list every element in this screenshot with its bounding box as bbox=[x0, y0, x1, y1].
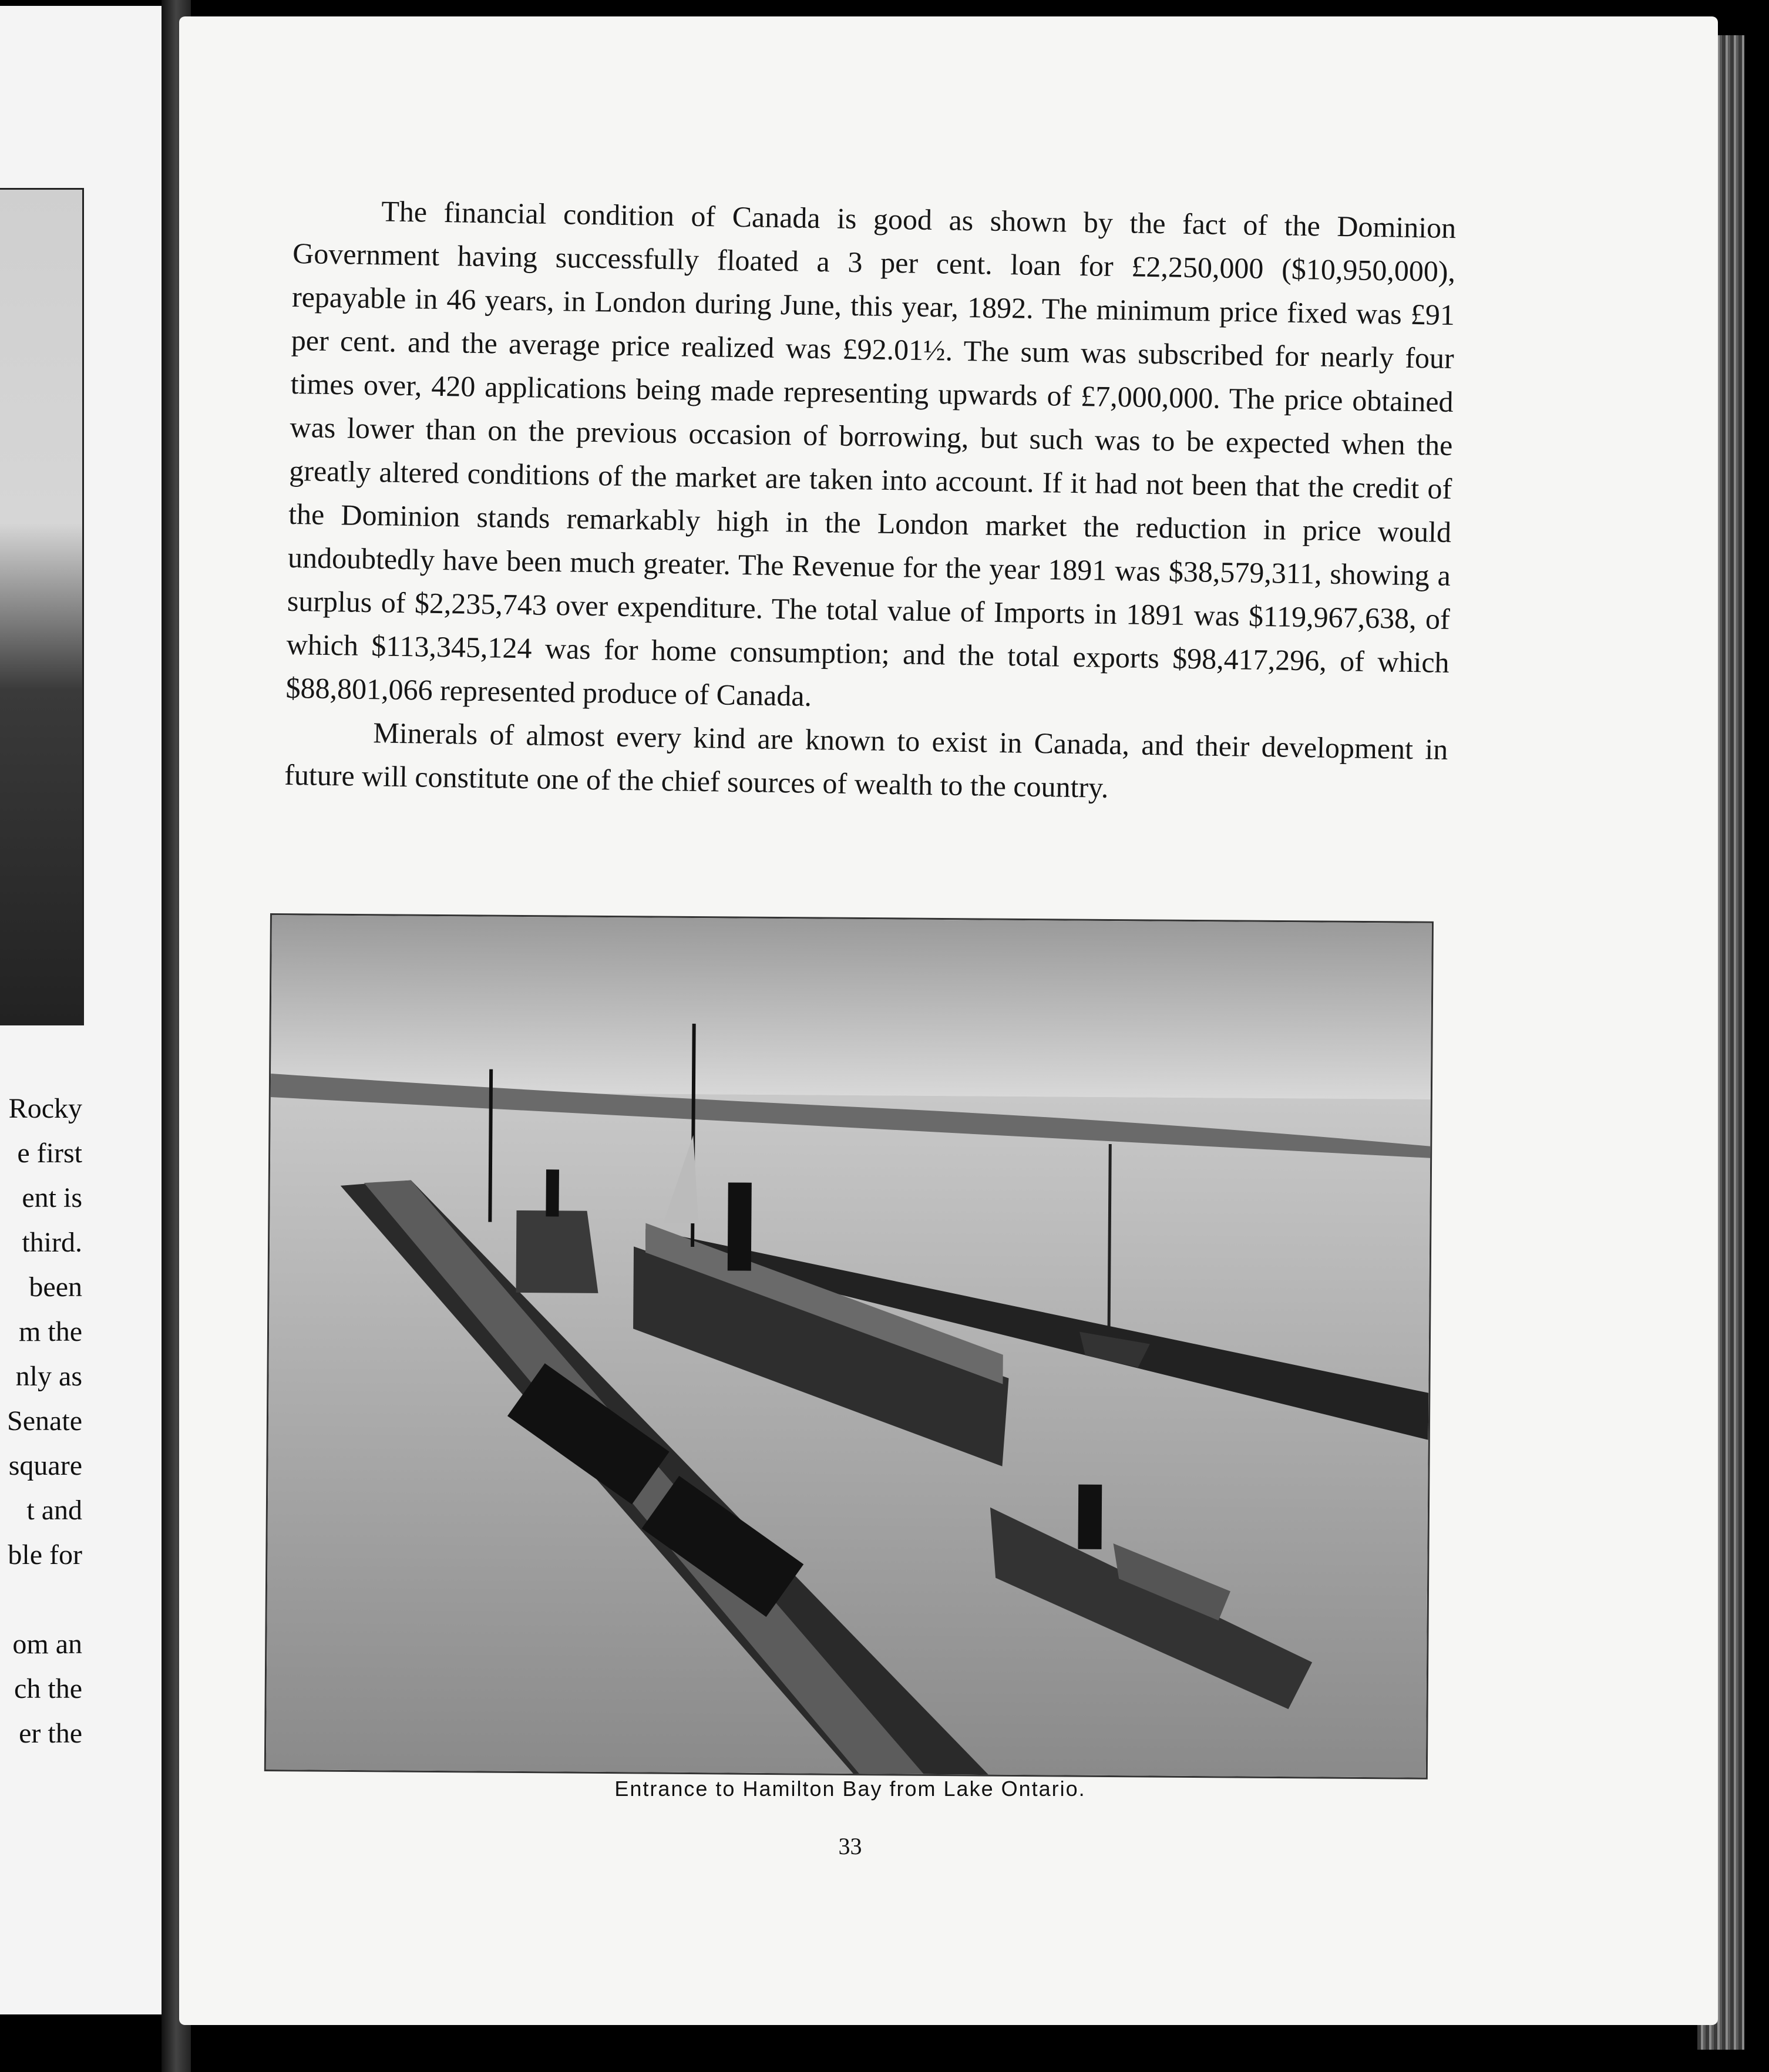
facing-page-text bbox=[0, 1087, 82, 1756]
facing-line bbox=[0, 1577, 82, 1622]
facing-line: Senate bbox=[7, 1405, 82, 1437]
facing-line: square bbox=[8, 1450, 82, 1481]
facing-line: been bbox=[29, 1272, 82, 1303]
facing-line: e first bbox=[17, 1138, 82, 1169]
facing-page bbox=[0, 6, 164, 2014]
page-number: 33 bbox=[838, 1833, 862, 1859]
facing-line: ch the bbox=[14, 1673, 82, 1704]
body-text bbox=[284, 188, 1457, 815]
paragraph-finance: The financial condition of Canada is good as shown by the fact of the Dominion Government having successfully floated a 3 per cent. loan for £2,250,000 ($10,950,000), repayable in 46 years, in London during June, this year, 1892. The minimum price fixed was £91 per cent. and the average price realized was £92.01½. The sum was subscribed for nearly four times over, 420 applications being made representing upwards of £7,000,000. The price obtained was lower than on the previous occasion of borrowing, but such was to be expected when the greatly altered conditions of the market are taken into account. If it had not been that the credit of the Dominion stands remarkably high in the London market the reduction in price would undoubtedly have been much greater. The Revenue for the year 1891 was $38,579,311, showing a surplus of $2,235,743 over expenditure. The total value of Imports in 1891 was $119,967,638, of which $113,345,124 was for home consumption; and the total exports $98,417,296, of which $88,801,066 represented produce of Canada. bbox=[285, 194, 1457, 712]
facing-page-photo bbox=[0, 188, 84, 1025]
facing-line: Rocky bbox=[8, 1093, 82, 1124]
facing-line: t and bbox=[26, 1495, 82, 1526]
facing-line: nly as bbox=[15, 1361, 82, 1392]
facing-line: ble for bbox=[8, 1539, 82, 1570]
harbour-photo-illustration bbox=[266, 915, 1432, 1778]
facing-line: ent is bbox=[22, 1182, 82, 1213]
facing-line: om an bbox=[12, 1629, 82, 1660]
facing-line: er the bbox=[19, 1718, 82, 1749]
facing-line: m the bbox=[19, 1316, 82, 1347]
facing-line: third. bbox=[22, 1227, 82, 1258]
figure-caption: Entrance to Hamilton Bay from Lake Ontario. bbox=[614, 1777, 1086, 1801]
harbour-photo bbox=[264, 913, 1434, 1780]
paragraph-minerals: Minerals of almost every kind are known to exist in Canada, and their development in future will constitute one of the chief sources of wealth to the country. bbox=[284, 716, 1448, 804]
